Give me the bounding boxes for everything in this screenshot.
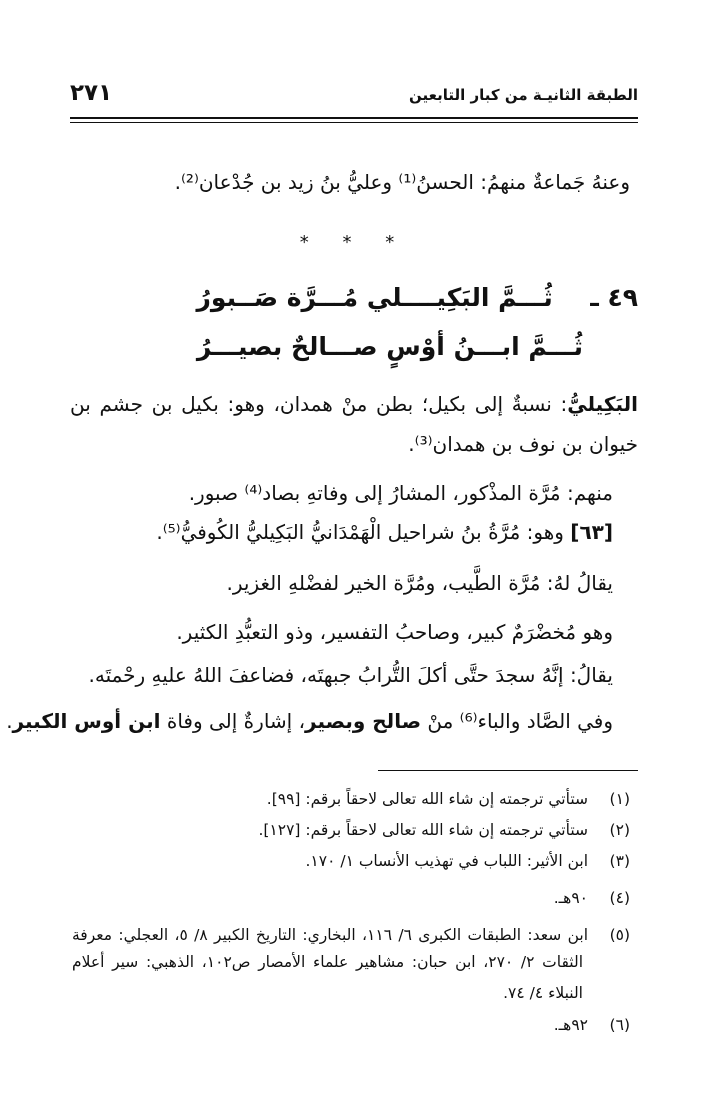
footnote-rule [378, 770, 638, 771]
page-number: ٢٧١ [70, 80, 113, 106]
footnote-2: (٢)ستأتي ترجمته إن شاء الله تعالى لاحقاً برقم: [١٢٧]. [258, 821, 630, 839]
paragraph-6: يقالُ: إنَّهُ سجدَ حتَّى أكلَ التُّرابُ جبهتَه، فضاعفَ اللهُ عليهِ رحْمتَه. [88, 663, 613, 687]
footnote-3: (٣)ابن الأثير: اللباب في تهذيب الأنساب ١/ ١٧٠. [305, 852, 630, 870]
footnote-5: (٥)ابن سعد: الطبقات الكبرى ٦/ ١١٦، البخاري: التاريخ الكبير ٨/ ٥، العجلي: معرفة [72, 926, 631, 944]
entry-title-line-1: ثُـــمَّ البَكِيــــلي مُـــرَّة صَــبورُ [196, 283, 553, 312]
footnote-6: (٦)٩٢هـ. [553, 1016, 630, 1034]
paragraph-1-line-2: خيوان بن نوف بن همدان⁽³⁾. [408, 432, 638, 456]
section-separator: * * * [299, 232, 409, 253]
header-rule-thick [70, 117, 638, 119]
paragraph-7: وفي الصَّاد والباء⁽⁶⁾ منْ صالح وبصير، إشارةٌ إلى وفاة ابن أوس الكبير. [6, 709, 613, 733]
footnote-5-line-2: الثقات ٢/ ٢٧٠، ابن حبان: مشاهير علماء الأمصار ص١٠٢، الذهبي: سير أعلام [72, 953, 584, 971]
body-line-1: وعنهُ جَماعةٌ منهمُ: الحسنُ⁽¹⁾ وعليُّ بنُ زيد بن جُدْعان⁽²⁾. [174, 170, 630, 194]
footnote-4: (٤)٩٠هـ. [553, 889, 630, 907]
bold-phrase-1: صالح وبصير [305, 709, 422, 733]
paragraph-5: وهو مُخضْرَمٌ كبير، وصاحبُ التفسير، وذو التعبُّدِ الكثير. [176, 620, 613, 644]
term: البَكِيليُّ [567, 392, 638, 416]
running-header-title: الطبقة الثانيـة من كبار التابعين [409, 86, 638, 104]
paragraph-2: منهم: مُرَّة المذْكور، المشارُ إلى وفاتهِ بصاد⁽⁴⁾ صبور. [188, 481, 613, 505]
bold-phrase-2: ابن أوس الكبير [12, 709, 161, 733]
paragraph-3: [٦٣] وهو: مُرَّةُ بنُ شراحيل الْهَمْدَانيُّ البَكِيليُّ الكُوفيُّ⁽⁵⁾. [156, 520, 613, 544]
entry-ref: [٦٣] [570, 520, 613, 544]
footnote-1: (١)ستأتي ترجمته إن شاء الله تعالى لاحقاً برقم: [٩٩]. [266, 790, 630, 808]
paragraph-4: يقالُ لهُ: مُرَّة الطَّيب، ومُرَّة الخير لفضْلهِ الغزير. [226, 571, 613, 595]
paragraph-1-line-1: البَكِيليُّ: نسبةٌ إلى بكيل؛ بطن منْ همدان، وهو: بكيل بن جشم بن [70, 392, 638, 416]
footnote-5-line-3: النبلاء ٤/ ٧٤. [503, 984, 583, 1002]
header-rule-thin [70, 122, 638, 123]
entry-heading-1 [197, 285, 638, 310]
entry-number: ٤٩ ـ [590, 283, 638, 312]
entry-title-line-2: ثُـــمَّ ابـــنُ أوْسٍ صـــالحٌ بصيـــرُ [196, 332, 583, 361]
